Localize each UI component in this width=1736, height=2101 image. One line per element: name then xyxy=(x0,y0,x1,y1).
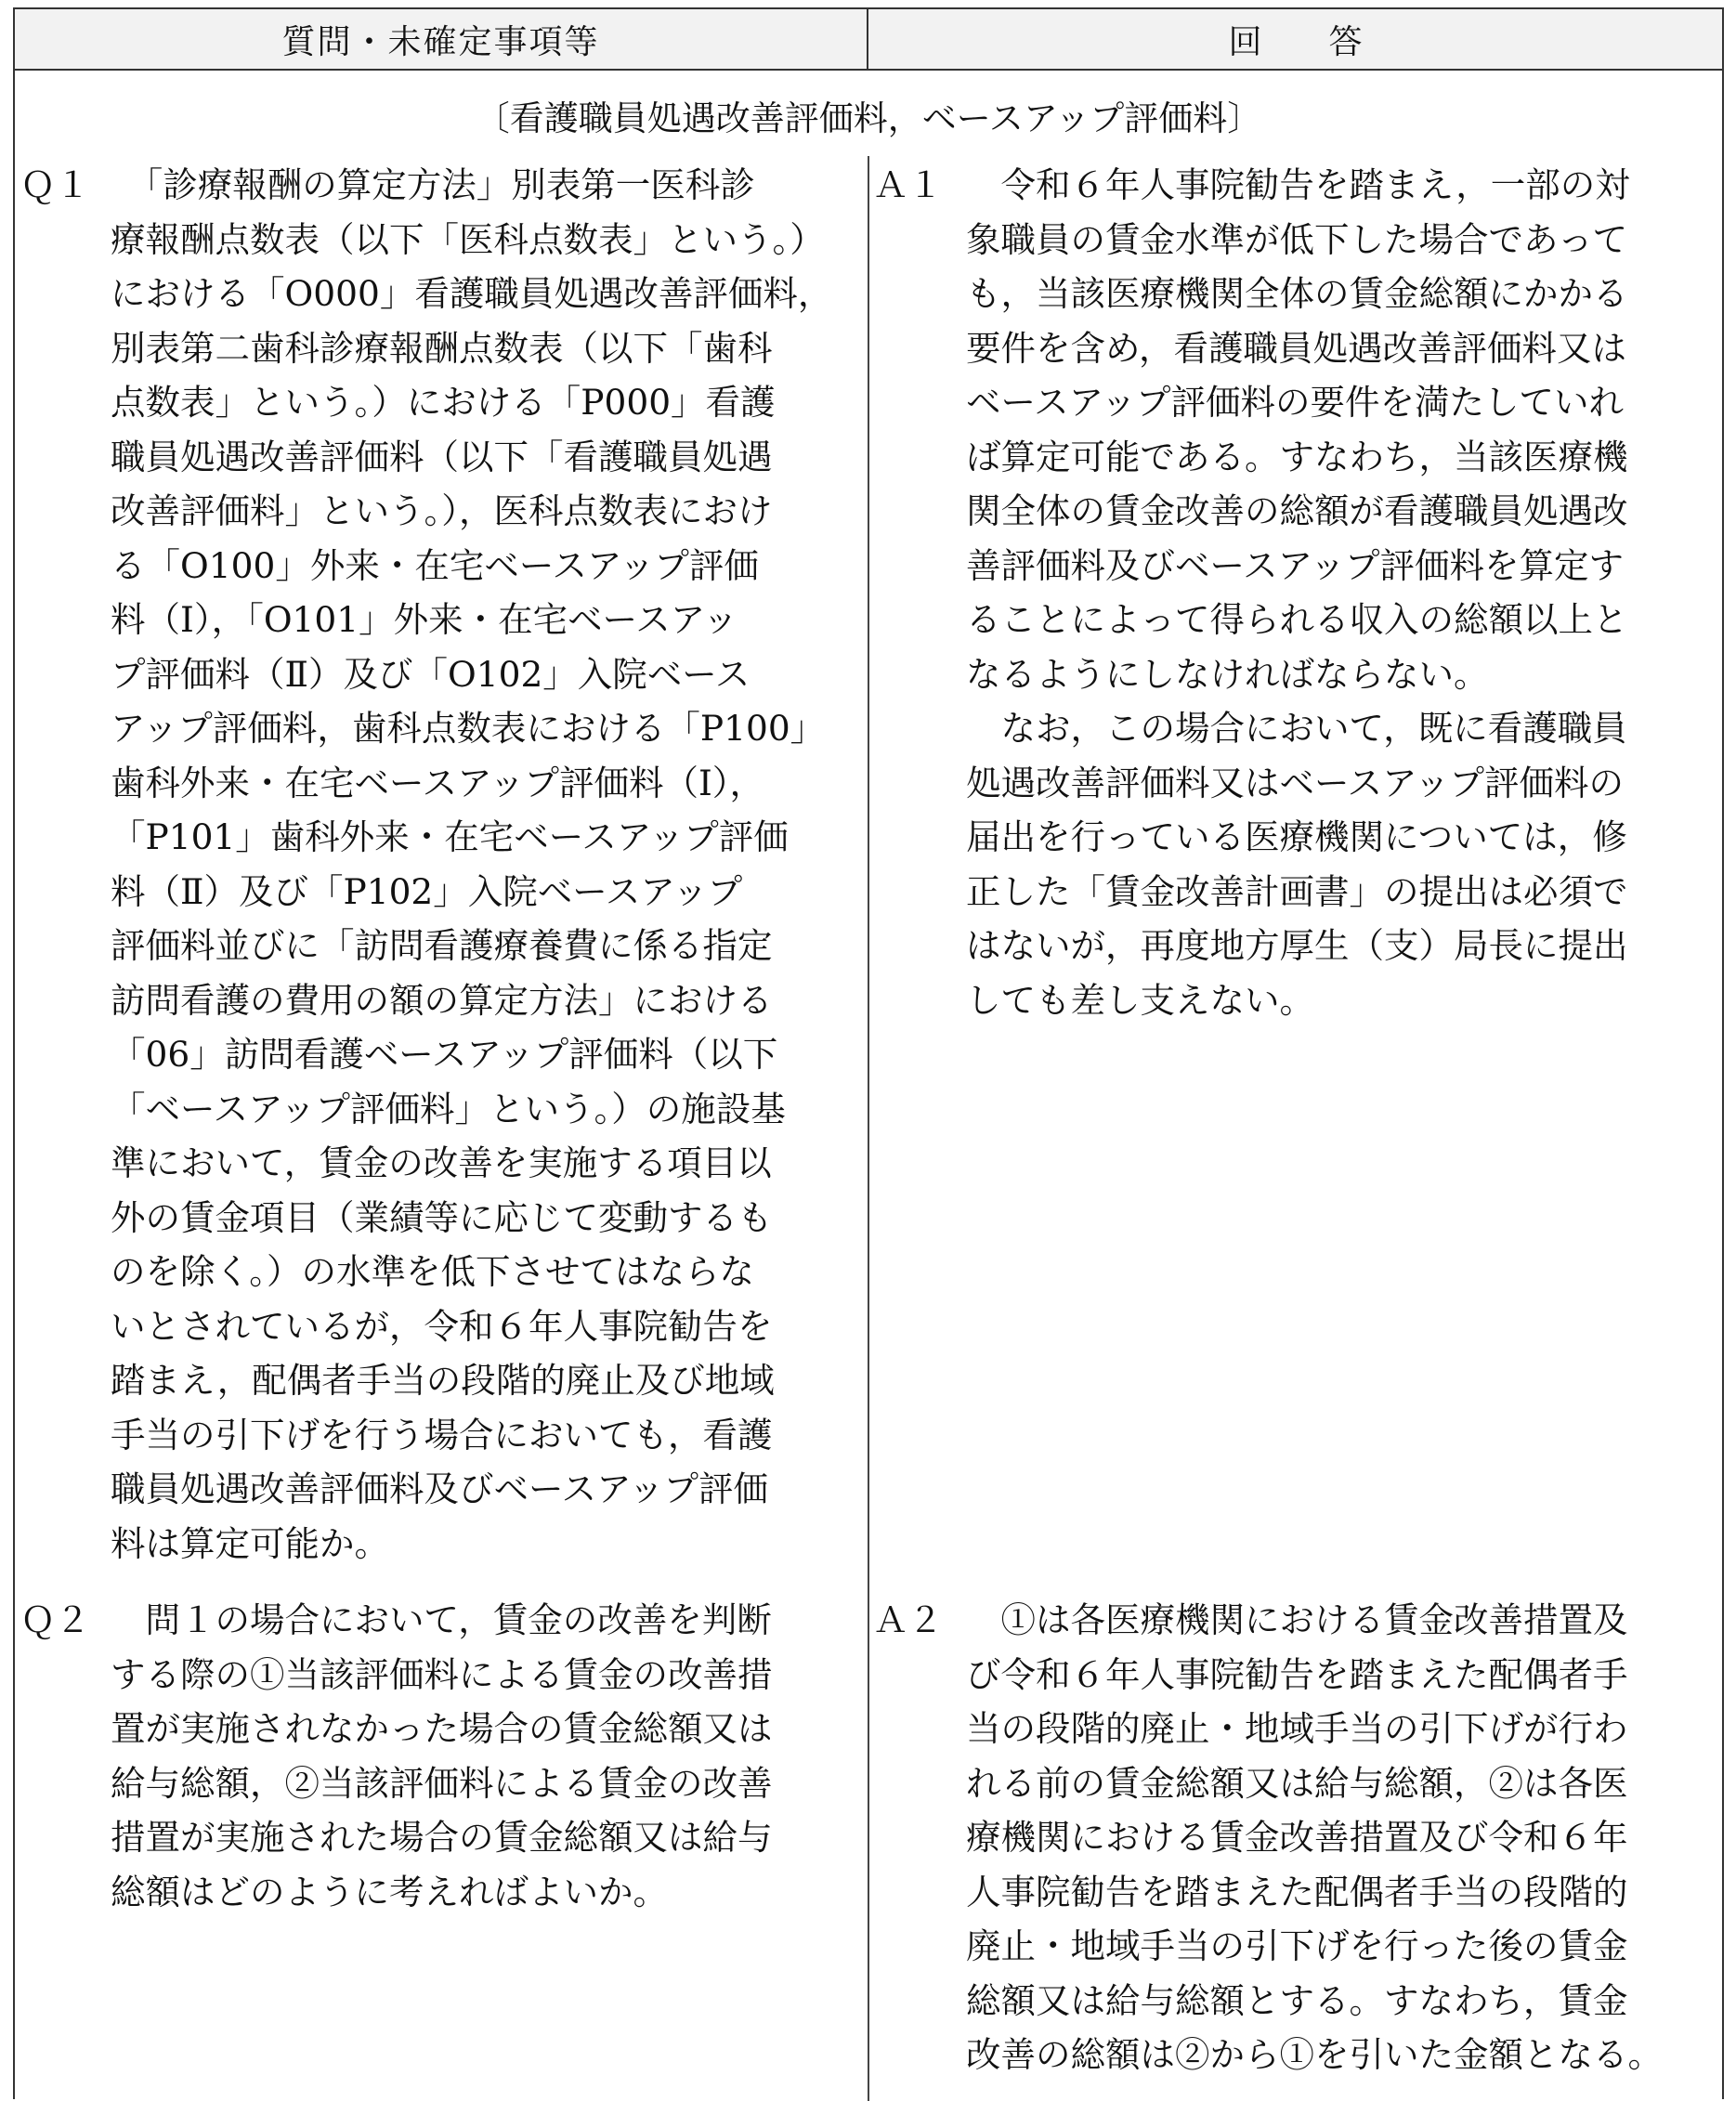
a2-line: 改善の総額は②から①を引いた金額となる。 xyxy=(966,2034,1663,2075)
a1-line: ることによって得られる収入の総額以上と xyxy=(966,599,1628,640)
question-2 xyxy=(20,1593,847,1919)
a1-line: も，当該医療機関全体の賃金総額にかかる xyxy=(966,273,1628,314)
q1-line: 職員処遇改善評価料及びベースアップ評価 xyxy=(111,1468,768,1509)
table-header xyxy=(15,9,1722,71)
q2-line: 給与総額，②当該評価料による賃金の改善 xyxy=(111,1762,773,1804)
answer-2-text xyxy=(873,1593,1709,2082)
q1-line: 手当の引下げを行う場合においても，看護 xyxy=(111,1414,773,1455)
q2-line: する際の①当該評価料による賃金の改善措 xyxy=(111,1653,773,1695)
q1-line: 踏まえ，配偶者手当の段階的廃止及び地域 xyxy=(111,1360,775,1401)
q1-line: 訪問看護の費用の額の算定方法」における xyxy=(111,979,773,1021)
q1-line: 歯科外来・在宅ベースアップ評価料（Ⅰ）， xyxy=(111,762,765,803)
q1-line: のを除く。）の水準を低下させてはならな xyxy=(111,1251,754,1292)
answer-column-header: 回答 xyxy=(1228,22,1429,61)
a1-line: ベースアップ評価料の要件を満たしていれ xyxy=(966,382,1624,423)
a2-line: 廃止・地域手当の引下げを行った後の賃金 xyxy=(966,1925,1628,1966)
q1-line: 療報酬点数表（以下「医科点数表」という。） xyxy=(111,218,825,260)
q2-line: 置が実施されなかった場合の賃金総額又は xyxy=(111,1708,773,1749)
q1-line: 評価料並びに「訪問看護療養費に係る指定 xyxy=(111,925,773,966)
q1-line: アップ評価料，歯科点数表における「P100」 xyxy=(111,708,826,749)
a1-line: なお，この場合において，既に看護職員 xyxy=(966,708,1627,749)
q1-line: 料（Ⅱ）及び「P102」入院ベースアップ xyxy=(111,870,743,912)
column-divider xyxy=(868,156,869,2101)
answer-1 xyxy=(873,158,1709,1027)
q1-line: 準において，賃金の改善を実施する項目以 xyxy=(111,1142,772,1183)
q1-line: 外の賃金項目（業績等に応じて変動するも xyxy=(111,1196,773,1238)
question-column-header: 質問・未確定事項等 xyxy=(15,9,868,69)
a1-line: 善評価料及びベースアップ評価料を算定す xyxy=(966,544,1624,586)
question-2-text xyxy=(20,1593,847,1919)
question-2-label: Ｑ２ xyxy=(20,1599,90,1640)
q1-line: る「O100」外来・在宅ベースアップ評価 xyxy=(111,544,759,586)
q1-line: 料は算定可能か。 xyxy=(111,1522,389,1564)
a1-line: 要件を含め，看護職員処遇改善評価料又は xyxy=(966,327,1626,369)
question-1 xyxy=(20,158,847,1571)
q1-line: 点数表」という。）における「P000」看護 xyxy=(111,382,776,423)
a1-line: しても差し支えない。 xyxy=(966,979,1314,1021)
answer-1-text xyxy=(873,158,1709,1027)
a1-line: 処遇改善評価料又はベースアップ評価料の xyxy=(966,762,1624,803)
a1-line: 令和６年人事院勧告を踏まえ，一部の対 xyxy=(966,164,1630,205)
a1-line: 象職員の賃金水準が低下した場合であって xyxy=(966,218,1628,260)
q2-line: 総額はどのように考えればよいか。 xyxy=(111,1871,668,1912)
a2-line: 療機関における賃金改善措置及び令和６年 xyxy=(966,1817,1628,1858)
a1-line: 届出を行っている医療機関については，修 xyxy=(966,816,1627,857)
a2-line: れる前の賃金総額又は給与総額，②は各医 xyxy=(966,1762,1628,1804)
answer-1-label: Ａ１ xyxy=(873,164,943,205)
q1-line: 「診療報酬の算定方法」別表第一医科診 xyxy=(111,164,755,205)
a2-line: 総額又は給与総額とする。すなわち，賃金 xyxy=(966,1979,1628,2021)
a2-line: 人事院勧告を踏まえた配偶者手当の段階的 xyxy=(966,1871,1628,1912)
q1-line: 改善評価料」という。），医科点数表におけ xyxy=(111,490,773,531)
q1-line: における「O000」看護職員処遇改善評価料， xyxy=(111,273,833,314)
question-1-label: Ｑ１ xyxy=(20,164,90,205)
q1-line: いとされているが，令和６年人事院勧告を xyxy=(111,1305,773,1347)
a2-line: び令和６年人事院勧告を踏まえた配偶者手 xyxy=(966,1653,1628,1695)
question-1-text xyxy=(20,158,847,1571)
q1-line: 「P101」歯科外来・在宅ベースアップ評価 xyxy=(111,816,789,857)
answer-2 xyxy=(873,1593,1709,2082)
q2-line: 措置が実施された場合の賃金総額又は給与 xyxy=(111,1817,773,1858)
a1-line: はないが，再度地方厚生（支）局長に提出 xyxy=(966,925,1628,966)
q1-line: 「06」訪問看護ベースアップ評価料（以下 xyxy=(111,1034,778,1075)
a1-line: ば算定可能である。すなわち，当該医療機 xyxy=(966,436,1628,477)
a1-line: 関全体の賃金改善の総額が看護職員処遇改 xyxy=(966,490,1628,531)
q1-line: 「ベースアップ評価料」という。）の施設基 xyxy=(111,1088,786,1129)
q1-line: プ評価料（Ⅱ）及び「O102」入院ベース xyxy=(111,653,751,695)
answer-2-label: Ａ２ xyxy=(873,1599,943,1640)
q1-line: 別表第二歯科診療報酬点数表（以下「歯科 xyxy=(111,327,773,369)
q1-line: 料（Ⅰ），「O101」外来・在宅ベースアッ xyxy=(111,599,738,640)
q1-line: 職員処遇改善評価料（以下「看護職員処遇 xyxy=(111,436,773,477)
a1-line: なるようにしなければならない。 xyxy=(966,653,1489,695)
a1-line: 正した「賃金改善計画書」の提出は必須で xyxy=(966,870,1628,912)
q2-line: 問１の場合において，賃金の改善を判断 xyxy=(111,1599,772,1640)
a2-line: ①は各医療機関における賃金改善措置及 xyxy=(966,1599,1628,1640)
section-title: 〔看護職員処遇改善評価料，ベースアップ評価料〕 xyxy=(475,98,1262,138)
a2-line: 当の段階的廃止・地域手当の引下げが行わ xyxy=(966,1708,1628,1749)
